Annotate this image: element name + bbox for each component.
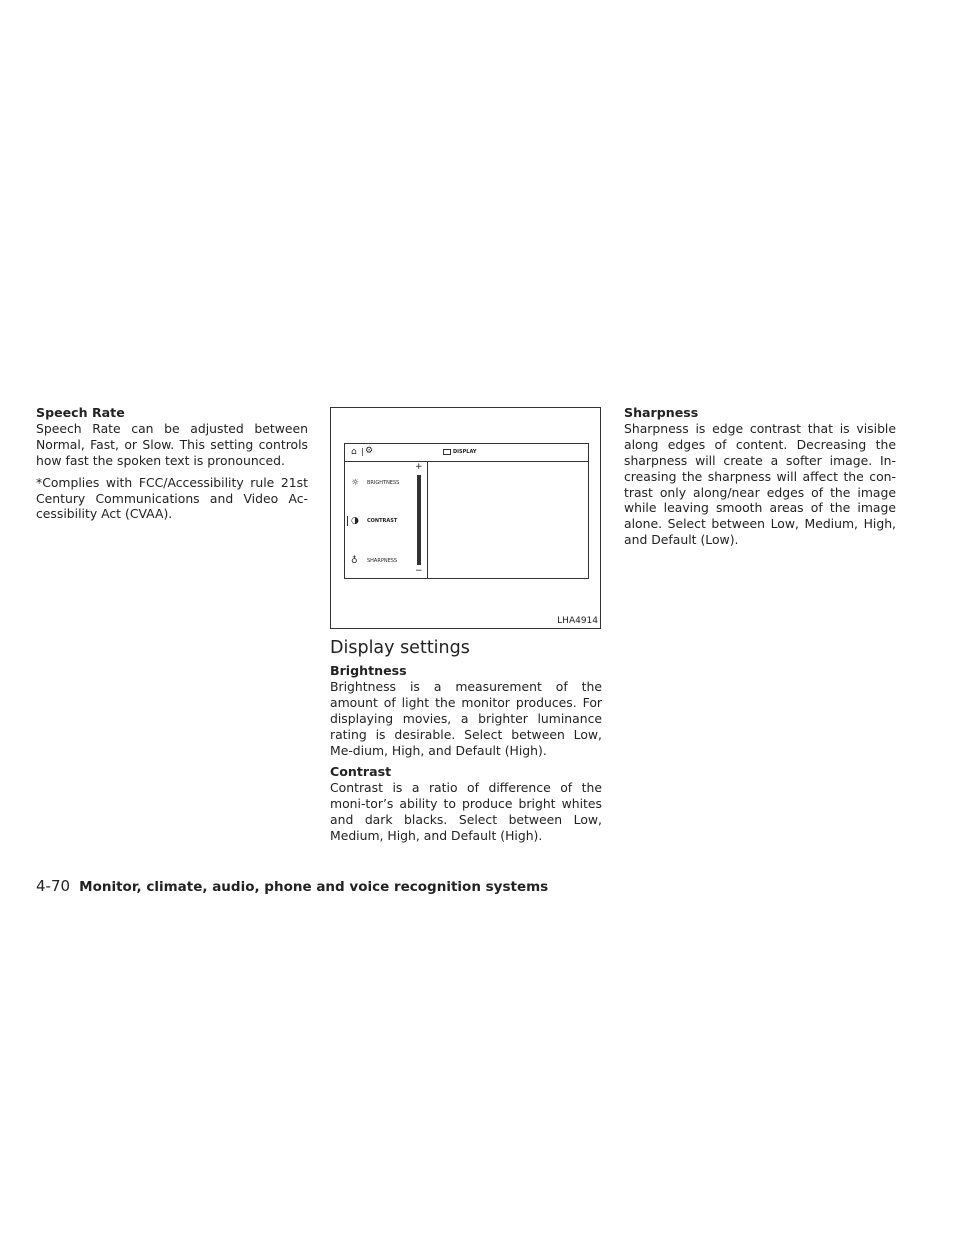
brightness-text: Brightness is a measurement of the amount of light the monitor produces. For displaying movies, a brighter luminance rating is desirable. Select between Low, Me-dium, High, and Default (High). [330,678,602,758]
contrast-icon: ◑ [351,516,359,526]
cvaa-note: *Complies with FCC/Accessibility rule 21st Century Communications and Video Ac-cessibility Act (CVAA). [36,474,308,522]
menu-item-label: SHARPNESS [367,558,398,564]
contrast-text: Contrast is a ratio of difference of the moni-tor’s ability to produce bright whites and dark blacks. Select between Low, Medium, High, and Default (High). [330,780,602,844]
separator: | [361,447,364,456]
display-icon [443,449,451,455]
slider-track [417,475,421,565]
figure-code: LHA4914 [557,616,598,626]
sharpness-text: Sharpness is edge contrast that is visible along edges of content. Decreasing the sharpness will create a softer image. In-creasing the sharpness will affect the con-trast only along/near edges of the image while leaving smooth areas of the image alone. Select between Low, Medium, High, and Default (Low). [624,420,896,548]
menu-item-sharpness [345,555,407,569]
section-title: Display settings [330,638,470,658]
gear-icon: ⚙ [365,446,374,456]
display-screen-illustration [344,443,589,579]
screen-title: DISPLAY [453,449,477,455]
menu-item-brightness [345,477,407,491]
menu-item-label: CONTRAST [367,518,398,524]
sharpness-heading: Sharpness [624,405,699,420]
menu-item-label: BRIGHTNESS [367,480,400,486]
speech-rate-heading: Speech Rate [36,405,125,420]
right-column [624,405,896,554]
sun-icon: ☼ [351,478,360,488]
page-number: 4-70 [36,877,71,895]
speech-rate-text: Speech Rate can be adjusted between Normal, Fast, or Slow. This setting controls how fast the spoken text is pronounced. [36,420,308,468]
slider-plus: + [415,462,423,472]
display-settings-figure [330,407,601,629]
contrast-heading: Contrast [330,764,392,780]
menu-item-contrast [345,515,407,529]
drop-icon: ♁ [351,556,358,566]
middle-column [330,637,602,850]
slider-minus: − [415,566,423,576]
screen-divider [427,462,428,579]
home-icon: ⌂ [351,447,357,457]
screen-topbar [345,444,588,462]
left-column [36,405,308,528]
chapter-title: Monitor, climate, audio, phone and voice recognition systems [79,879,549,895]
brightness-heading: Brightness [330,663,407,678]
page-footer [36,876,548,895]
